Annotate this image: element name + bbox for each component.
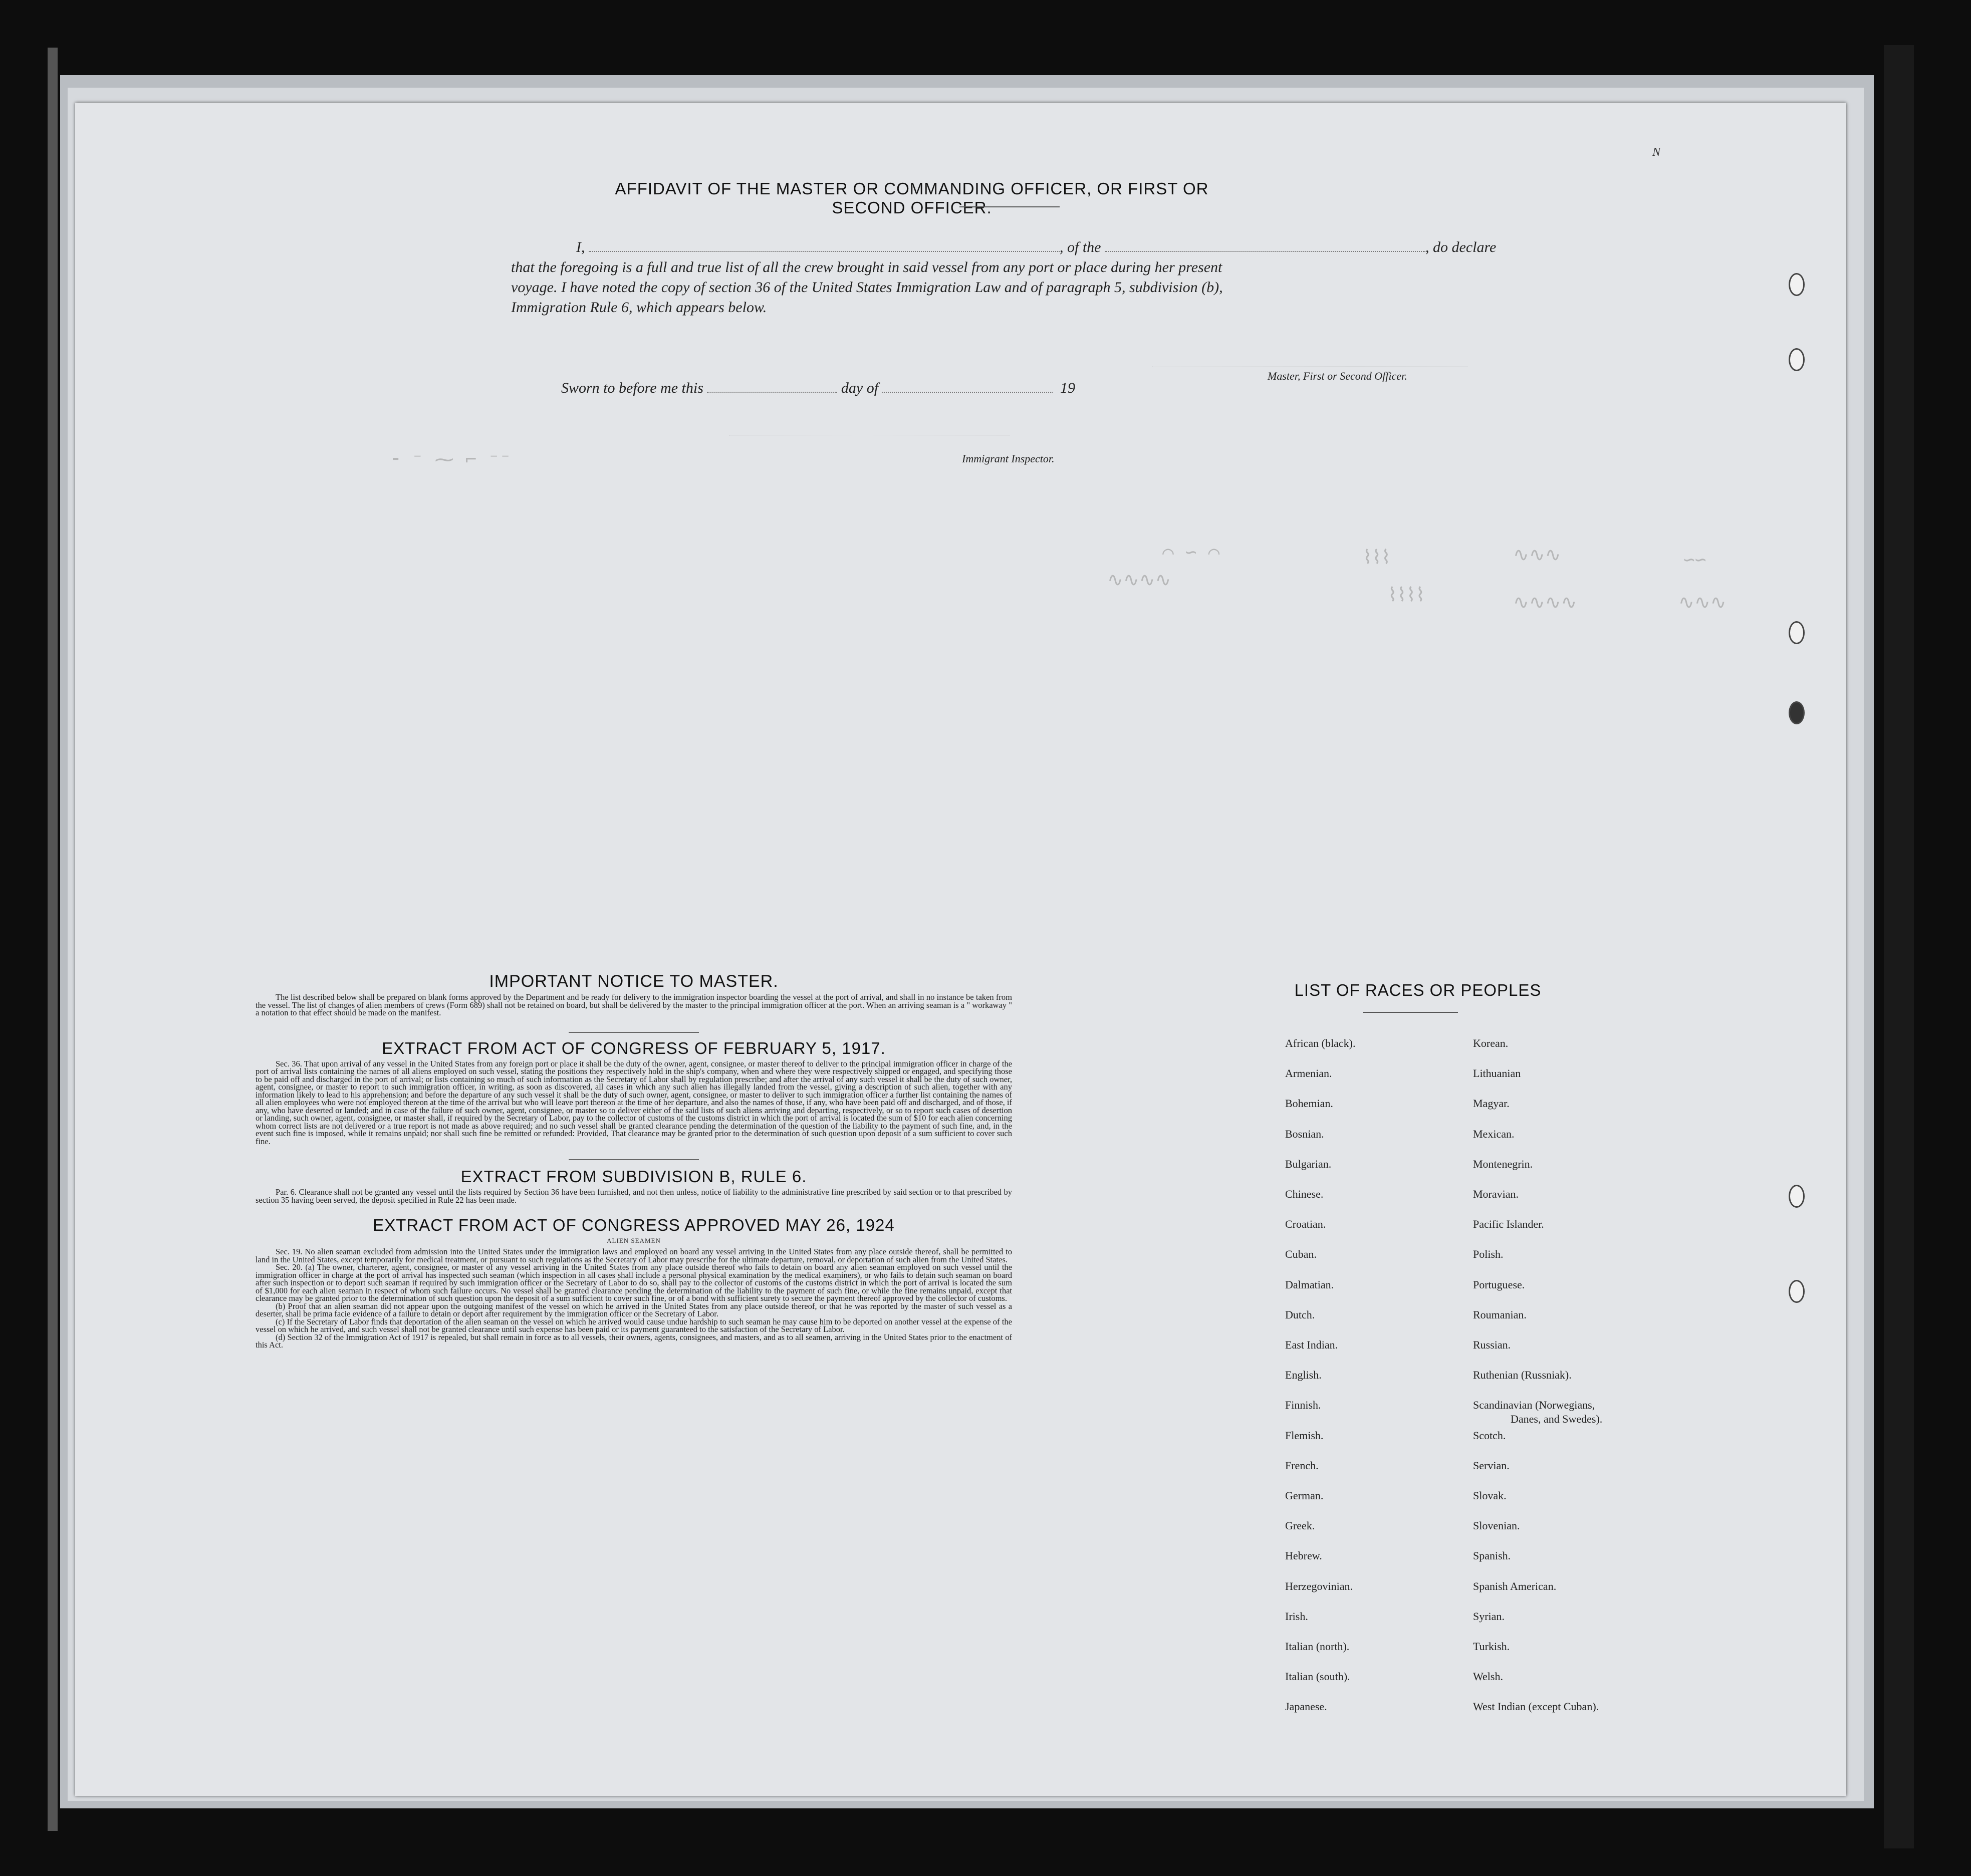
race-item: Montenegrin. [1473,1157,1533,1170]
vessel-name-field[interactable] [1105,251,1425,252]
races-title: LIST OF RACES OR PEOPLES [1294,981,1542,999]
binder-hole-3 [1789,621,1805,644]
race-item: Turkish. [1473,1640,1510,1653]
race-item: Greek. [1285,1519,1315,1532]
scan-border-left [48,48,58,1831]
sworn-label: Sworn to before me this [561,380,703,396]
race-item: French. [1285,1459,1319,1472]
extract-1917-divider [569,1145,699,1160]
races-right-column [1473,1037,1683,1768]
race-item: Armenian. [1285,1067,1332,1080]
sworn-month-field[interactable] [882,392,1053,393]
races-left-column [1285,1037,1465,1768]
race-item: Korean. [1473,1037,1509,1049]
extract-1924-title: EXTRACT FROM ACT OF CONGRESS APPROVED MAY 26, 1924 [373,1216,895,1234]
race-item: Spanish American. [1473,1579,1557,1592]
race-item: Scandinavian (Norwegians, [1473,1399,1595,1412]
race-item: Cuban. [1285,1248,1317,1261]
extract-1917-title: EXTRACT FROM ACT OF CONGRESS OF FEBRUARY 5, 1917. [382,1038,886,1057]
race-item: Japanese. [1285,1700,1327,1713]
bleed-through-marks-8: ∿∿∿∿ [1513,591,1577,613]
race-item: Polish. [1473,1248,1504,1261]
title-underline [959,206,1060,207]
race-item: Pacific Islander. [1473,1218,1544,1231]
binder-hole-6 [1789,1280,1805,1303]
extract-1917-text: Sec. 36. That upon arrival of any vessel in the United States from any foreign port or place it shall be the duty of the owner, agent, consignee, or master thereof to deliver to the principal immigration officer in charge of the port of arrival lists containing the names of all aliens employed on such vessel, stating the positions they respectively hold in the ship's company, when and where they were respectively shipped or engaged, and specifying those to be paid off and discharged in the port of arrival; or lists containing so much of such information as the Secretary of Labor shall by regulation prescribe; and after the arrival of any such vessel it shall be the duty of such owner, agent, consignee, or master to report to such immigration officer, in writing, as soon as discovered, all cases in which any such alien has illegally landed from the vessel, giving a description of such alien, together with any information likely to lead to his apprehension; and before the departure of any such vessel it shall be the duty of such owner, agent, consignee, or master to deliver to such immigration officer a further list containing the names of all alien employees who were not employed thereon at the time of the arrival but who will leave port thereon at the time of her departure, and also the names of those, if any, who have been paid off and discharged, and of those, if any, who have deserted or landed; and in case of the failure of such owner, agent, consignee, or master so to deliver either of the said lists of such aliens arriving and departing, respectively, or so to report such cases of desertion or landing, such owner, agent, consignee, or master shall, if required by the Secretary of Labor, pay to the collector of customs of the customs district in which the port of arrival is located the sum of $10 for each alien concerning whom correct lists are not delivered or a true report is not made as above required; and no such vessel shall be granted clearance pending the determination of the question of the liability to the payment of such fine, and, in the event such fine is imposed, while it remains unpaid; nor shall such fine be remitted or refunded: Provided, That clearance may be granted prior to the determination of such question upon deposit of a sum sufficient to cover such fine. [256,1058,1012,1146]
extract-1924-sec20b: (b) Proof that an alien seaman did not appear upon the outgoing manifest of the vessel on which he arrived in the United States from any place outside thereof, or that he was reported by the master of such vessel as a deserter, shall be prima facie evidence of a failure to detain or deport after requirement by the immigration officer or the Secretary of Labor. [256,1301,1012,1318]
race-item: Roumanian. [1473,1308,1527,1321]
day-of-label: day of [841,380,879,396]
bleed-through-marks-3: ⌇⌇⌇ [1363,546,1391,568]
race-item: East Indian. [1285,1338,1338,1351]
race-item: Hebrew. [1285,1549,1322,1562]
binder-hole-2 [1789,348,1805,371]
extract-1924-sec19: Sec. 19. No alien seaman excluded from admission into the United States under the immigration laws and employed on board any vessel arriving in the United States from any place outside thereof, shall be permitted to land in the United States, except temporarily for medical treatment, or pursuant to such regulations as the Secretary of Labor may prescribe for the ultimate departure, removal, or deportation of such alien from the United States. [256,1247,1012,1264]
race-item: Irish. [1285,1610,1308,1623]
race-item: West Indian (except Cuban). [1473,1700,1599,1713]
race-item: Portuguese. [1473,1278,1525,1291]
signature-caption: Master, First or Second Officer. [1268,370,1407,382]
bleed-through-marks-7: ⌇⌇⌇⌇ [1388,584,1425,606]
binder-hole-1 [1789,273,1805,296]
bleed-through-marks-9: ∿∿∿ [1678,591,1727,613]
affidavit-title: AFFIDAVIT OF THE MASTER OR COMMANDING OFFICER, OR FIRST OR SECOND OFFICER. [615,179,1209,217]
notice-title: IMPORTANT NOTICE TO MASTER. [489,972,779,991]
race-item: Russian. [1473,1338,1511,1351]
race-item: Moravian. [1473,1188,1519,1200]
race-item: Slovenian. [1473,1519,1520,1532]
race-item: Lithuanian [1473,1067,1521,1080]
bleed-through-marks-2: ⌒ ∽ ⌒ [1162,541,1220,563]
binder-edge-right [1884,45,1914,1848]
declare-label: , do declare [1425,239,1497,255]
race-item: German. [1285,1489,1324,1502]
race-item: Bulgarian. [1285,1157,1332,1170]
race-item: Dutch. [1285,1308,1315,1321]
notice-divider [569,1017,699,1033]
affidavit-line-2: that the foregoing is a full and true list of all the crew brought in said vessel from any port or place during her present [511,259,1222,276]
binder-hole-4 [1789,701,1805,724]
race-item: Scotch. [1473,1429,1506,1442]
race-item: Ruthenian (Russniak). [1473,1369,1572,1382]
race-item: Herzegovinian. [1285,1579,1353,1592]
bleed-through-marks-6: ∿∿∿∿ [1107,569,1171,591]
race-item: Mexican. [1473,1127,1515,1140]
race-item: Slovak. [1473,1489,1507,1502]
bleed-through-marks-5: ∽∽ [1683,549,1706,571]
extract-1924-sec20c: (c) If the Secretary of Labor finds that deportation of the alien seaman on the vessel on which he arrived would cause undue hardship to such seaman he may cause him to be deported on another vessel at the expense of the vessel on which he arrived, and such vessel shall not be granted clearance until such expense has been paid or its payment guaranteed to the satisfaction of the Secretary of Labor. [256,1316,1012,1334]
affidavit-line-1 [576,239,1496,256]
race-item: Syrian. [1473,1610,1505,1623]
race-item: Welsh. [1473,1670,1503,1683]
subdivision-title: EXTRACT FROM SUBDIVISION B, RULE 6. [460,1167,807,1186]
extract-1924-subtitle: ALIEN SEAMEN [607,1237,661,1244]
race-item: Danes, and Swedes). [1511,1413,1603,1426]
race-item: Croatian. [1285,1218,1326,1231]
corner-mark: N [1652,146,1661,159]
race-item: Servian. [1473,1459,1510,1472]
race-item: Bosnian. [1285,1127,1324,1140]
subdivision-text: Par. 6. Clearance shall not be granted any vessel until the lists required by Section 36 have been furnished, and not then unless, notice of liability to the administrative fine prescribed by said section or to that prescribed by section 35 having been served, the deposit specified in Rule 22 has been made. [256,1187,1012,1205]
affidavit-line-4: Immigration Rule 6, which appears below. [511,299,767,316]
extract-1924-sec20a: Sec. 20. (a) The owner, charterer, agent, consignee, or master of any vessel arriving in the United States from any place outside thereof who fails to detain on board any alien seaman employed on such vessel until the immigration officer in charge at the port of arrival has inspected such seaman (which inspection in all cases shall include a personal physical examination by the medical examiners), or who fails to detain such seaman on board after such inspection or to deport such seaman if required by such immigration officer or the Secretary of Labor to do so, shall pay to the collector of customs of the customs district in which the port of arrival is located the sum of $1,000 for each alien seaman in respect of whom such failure occurs. No vessel shall be granted clearance pending the determination of the liability to the payment of such fine, or while the fine remains unpaid, except that clearance may be granted prior to the determination of such question upon the deposit of a sum sufficient to cover such fine, or of a bond with sufficient surety to secure the payment thereof approved by the collector of customs. [256,1262,1012,1303]
race-item: Italian (south). [1285,1670,1350,1683]
race-item: Finnish. [1285,1399,1321,1412]
notice-text: The list described below shall be prepared on blank forms approved by the Department and be ready for delivery to the immigration inspector boarding the vessel at the port of arrival, and shall in no instance be taken from the vessel. The list of changes of alien members of crews (Form 689) shall not be retained on board, but shall be delivered by the master to the principal immigration officer at the port. When an arriving seaman is a " workaway " a notation to that effect should be made on the manifest. [256,992,1012,1017]
sworn-day-field[interactable] [707,392,837,393]
race-item: Dalmatian. [1285,1278,1334,1291]
bleed-through-marks-1: ⁃ ⁻ ⁓ ⌐ ⁻⁻ [391,448,512,470]
extract-1924-sec20d: (d) Section 32 of the Immigration Act of 1917 is repealed, but shall remain in force as to all vessels, their owners, agents, consignees, and masters, and as to all seamen, arriving in the United States prior to the enactment of this Act. [256,1332,1012,1350]
race-item: English. [1285,1369,1322,1382]
year-prefix: 19 [1060,380,1076,396]
race-item: Flemish. [1285,1429,1324,1442]
inspector-caption: Immigrant Inspector. [962,452,1055,465]
race-item: African (black). [1285,1037,1356,1049]
declarant-name-field[interactable] [589,251,1060,252]
bleed-through-marks-4: ∿∿∿ [1513,544,1561,566]
race-item: Italian (north). [1285,1640,1350,1653]
affidavit-line-3: voyage. I have noted the copy of section 36 of the United States Immigration Law and of paragraph 5, subdivision (b), [511,279,1223,296]
manifest-page [75,103,1846,1796]
legal-column [256,972,1012,1349]
race-item: Magyar. [1473,1097,1510,1110]
race-item: Spanish. [1473,1549,1511,1562]
race-item: Chinese. [1285,1188,1324,1200]
sworn-line [561,380,1075,397]
binder-hole-5 [1789,1185,1805,1208]
of-the-label: , of the [1060,239,1101,255]
race-item: Bohemian. [1285,1097,1333,1110]
races-divider [1363,1012,1458,1013]
declarant-i: I, [576,239,585,255]
